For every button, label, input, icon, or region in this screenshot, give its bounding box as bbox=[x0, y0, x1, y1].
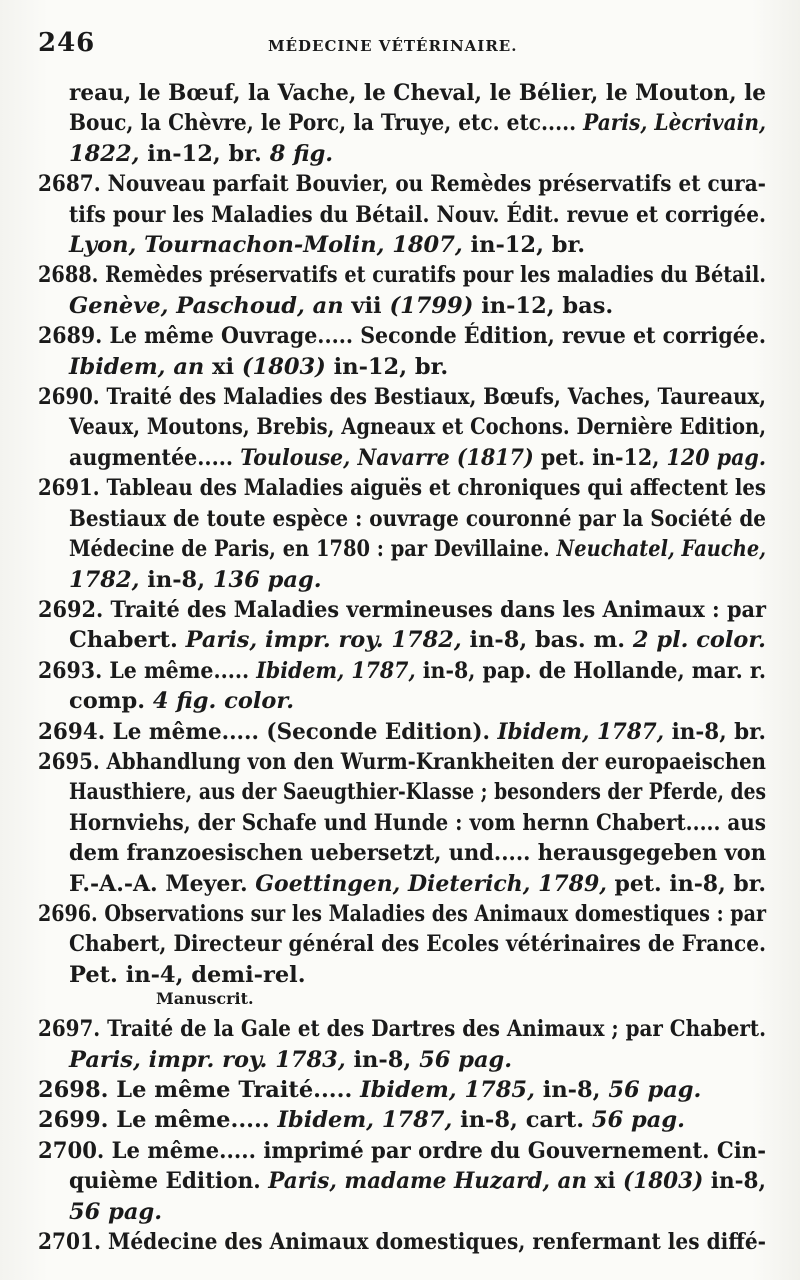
entry-first-line bbox=[38, 595, 766, 625]
entry-first-line bbox=[38, 382, 766, 412]
entry-continuation-line bbox=[38, 565, 766, 595]
note-line bbox=[38, 988, 766, 1010]
entry-first-line bbox=[38, 1014, 766, 1044]
text-run: pet. in-12, bbox=[533, 444, 667, 471]
italic-text: Paris, Lècrivain, bbox=[583, 110, 766, 137]
entry-first-line bbox=[38, 260, 766, 290]
italic-text: Ibidem, an bbox=[69, 353, 205, 380]
entry-continuation-line bbox=[38, 869, 766, 899]
text-run: Hornviehs, der Schafe und Hunde : vom hernn Chabert..... aus bbox=[69, 809, 766, 836]
entry-first-line bbox=[38, 717, 766, 747]
text-run: 2696. Observations sur les Maladies des Animaux domestiques : par bbox=[38, 900, 766, 927]
text-run: reau, le Bœuf, la Vache, le Cheval, le Bélier, le Mouton, le bbox=[69, 80, 766, 106]
text-run: 2687. Nouveau parfait Bouvier, ou Remèdes préservatifs et cura- bbox=[38, 171, 766, 198]
italic-text: 56 pag. bbox=[419, 1046, 513, 1073]
entry-continuation-line bbox=[38, 352, 766, 382]
text-run: in-8, bbox=[534, 1077, 609, 1103]
text-run: in-8, bbox=[703, 1168, 766, 1195]
text-run: in-12, bas. bbox=[473, 292, 614, 319]
entry-continuation-line bbox=[38, 808, 766, 838]
text-run: 2690. Traité des Maladies des Bestiaux, Bœufs, Vaches, Taureaux, bbox=[38, 384, 766, 411]
entry-continuation-line bbox=[38, 1197, 766, 1227]
entry-continuation-line bbox=[38, 200, 766, 230]
italic-text: 1822, bbox=[69, 140, 140, 167]
text-run: Médecine de Paris, en 1780 : par Devillaine. bbox=[69, 536, 557, 563]
italic-text: 2 pl. color. bbox=[632, 627, 766, 654]
entry-continuation-line bbox=[38, 139, 766, 169]
text-run: augmentée..... bbox=[69, 444, 241, 471]
entry-continuation-line bbox=[38, 838, 766, 868]
italic-text: Lyon, Tournachon-Molin, 1807, bbox=[69, 232, 463, 259]
text-run: 2694. Le même..... (Seconde Edition). bbox=[38, 718, 498, 745]
italic-text: Goettingen, Dieterich, 1789, bbox=[255, 870, 607, 897]
text-run: xi bbox=[204, 353, 242, 380]
entry-continuation-line bbox=[38, 291, 766, 321]
text-run: 2695. Abhandlung von den Wurm-Krankheiten der europaeischen bbox=[38, 748, 766, 775]
page-header bbox=[38, 28, 766, 78]
text-run: xi bbox=[587, 1168, 624, 1195]
text-run: Hausthiere, aus der Saeugthier-Klasse ; besonders der Pferde, des bbox=[69, 779, 766, 806]
entry-continuation-line bbox=[38, 78, 766, 108]
entry-first-line bbox=[38, 473, 766, 503]
entry-continuation-line bbox=[38, 1045, 766, 1075]
italic-text: 1782, bbox=[69, 566, 140, 593]
text-run: F.-A.-A. Meyer. bbox=[69, 870, 256, 897]
text-run: comp. bbox=[69, 688, 153, 715]
italic-text: 56 pag. bbox=[591, 1107, 685, 1134]
text-run: tifs pour les Maladies du Bétail. Nouv. Édit. revue et corrigée. bbox=[69, 201, 766, 228]
text-run: Bouc, la Chèvre, le Porc, la Truye, etc. etc..... bbox=[69, 110, 584, 137]
text-run: in-12, br. bbox=[462, 232, 586, 259]
text-run: in-8, bbox=[139, 566, 213, 593]
italic-text: (1803) bbox=[623, 1168, 704, 1195]
entry-continuation-line bbox=[38, 960, 766, 990]
italic-text: 136 pag. bbox=[212, 566, 322, 593]
entry-first-line bbox=[38, 1075, 766, 1105]
italic-text: 4 fig. color. bbox=[152, 688, 295, 715]
italic-text: Neuchatel, Fauche, bbox=[556, 536, 766, 563]
catalogue-text bbox=[38, 78, 766, 1257]
text-run: quième Edition. bbox=[69, 1168, 269, 1195]
text-run: dem franzoesischen uebersetzt, und..... herausgegeben von bbox=[69, 840, 766, 867]
text-run: Chabert, Directeur général des Ecoles vétérinaires de France. bbox=[69, 931, 766, 958]
entry-first-line bbox=[38, 169, 766, 199]
entry-continuation-line bbox=[38, 230, 766, 260]
text-run: 2699. Le même..... bbox=[38, 1107, 278, 1134]
text-run: 2697. Traité de la Gale et des Dartres des Animaux ; par Chabert. bbox=[38, 1016, 766, 1043]
entry-continuation-line bbox=[38, 777, 766, 807]
text-run: 2698. Le même Traité..... bbox=[38, 1077, 361, 1103]
italic-text: 56 pag. bbox=[608, 1077, 702, 1103]
text-run: in-12, br. bbox=[325, 353, 449, 380]
italic-text: Ibidem, 1785, bbox=[360, 1077, 535, 1103]
text-run: 2700. Le même..... imprimé par ordre du Gouvernement. Cin- bbox=[38, 1137, 766, 1164]
text-run: 2691. Tableau des Maladies aiguës et chroniques qui affectent les bbox=[38, 475, 766, 502]
entry-continuation-line bbox=[38, 686, 766, 716]
text-run: 2692. Traité des Maladies vermineuses dans les Animaux : par bbox=[38, 596, 766, 623]
entry-continuation-line bbox=[38, 108, 766, 138]
entry-first-line bbox=[38, 1227, 766, 1257]
entry-continuation-line bbox=[38, 625, 766, 655]
text-run: in-12, br. bbox=[139, 140, 270, 167]
italic-text: Ibidem, 1787, bbox=[277, 1107, 453, 1134]
italic-text: 56 pag. bbox=[69, 1198, 163, 1225]
page-number: 246 bbox=[38, 28, 96, 58]
italic-text: (1799) bbox=[389, 292, 474, 319]
entry-first-line bbox=[38, 321, 766, 351]
text-run: vii bbox=[343, 292, 390, 319]
entry-continuation-line bbox=[38, 1166, 766, 1196]
text-run: pet. in-8, br. bbox=[606, 870, 766, 897]
entry-continuation-line bbox=[38, 929, 766, 959]
text-run: in-8, bas. m. bbox=[461, 627, 633, 654]
text-run: Manuscrit. bbox=[156, 989, 254, 1009]
text-run: in-8, cart. bbox=[452, 1107, 592, 1134]
text-run: Chabert. bbox=[69, 627, 186, 654]
text-run: 2701. Médecine des Animaux domestiques, renfermant les diffé- bbox=[38, 1229, 766, 1256]
entry-continuation-line bbox=[38, 504, 766, 534]
italic-text: Ibidem, 1787, bbox=[256, 657, 416, 684]
italic-text: 120 pag. bbox=[666, 444, 766, 471]
italic-text: Genève, Paschoud, an bbox=[69, 292, 344, 319]
entry-first-line bbox=[38, 656, 766, 686]
entry-first-line bbox=[38, 1136, 766, 1166]
italic-text: Paris, impr. roy. 1782, bbox=[185, 627, 462, 654]
text-run: in-8, pap. de Hollande, mar. r. bbox=[415, 657, 766, 684]
text-run: Bestiaux de toute espèce : ouvrage couronné par la Société de bbox=[69, 505, 766, 532]
text-run: 2689. Le même Ouvrage..... Seconde Édition, revue et corrigée. bbox=[38, 323, 766, 350]
text-run: 2693. Le même..... bbox=[38, 657, 257, 684]
entry-first-line bbox=[38, 899, 766, 929]
text-run: 2688. Remèdes préservatifs et curatifs pour les maladies du Bétail. bbox=[38, 262, 766, 289]
entry-first-line bbox=[38, 1105, 766, 1135]
text-run: Pet. in-4, demi-rel. bbox=[69, 961, 306, 988]
entry-continuation-line bbox=[38, 412, 766, 442]
italic-text: Paris, impr. roy. 1783, bbox=[69, 1046, 346, 1073]
italic-text: Paris, madame Huzard, an bbox=[268, 1168, 588, 1195]
italic-text: 8 fig. bbox=[269, 140, 334, 167]
text-run: in-8, br. bbox=[664, 718, 766, 745]
entry-continuation-line bbox=[38, 443, 766, 473]
entry-continuation-line bbox=[38, 534, 766, 564]
italic-text: (1803) bbox=[241, 353, 326, 380]
italic-text: Toulouse, Navarre (1817) bbox=[240, 444, 534, 471]
italic-text: Ibidem, 1787, bbox=[497, 718, 665, 745]
entry-first-line bbox=[38, 747, 766, 777]
running-title: MÉDECINE VÉTÉRINAIRE. bbox=[268, 37, 518, 55]
text-run: in-8, bbox=[345, 1046, 420, 1073]
text-run: Veaux, Moutons, Brebis, Agneaux et Cochons. Dernière Edition, bbox=[69, 414, 766, 441]
